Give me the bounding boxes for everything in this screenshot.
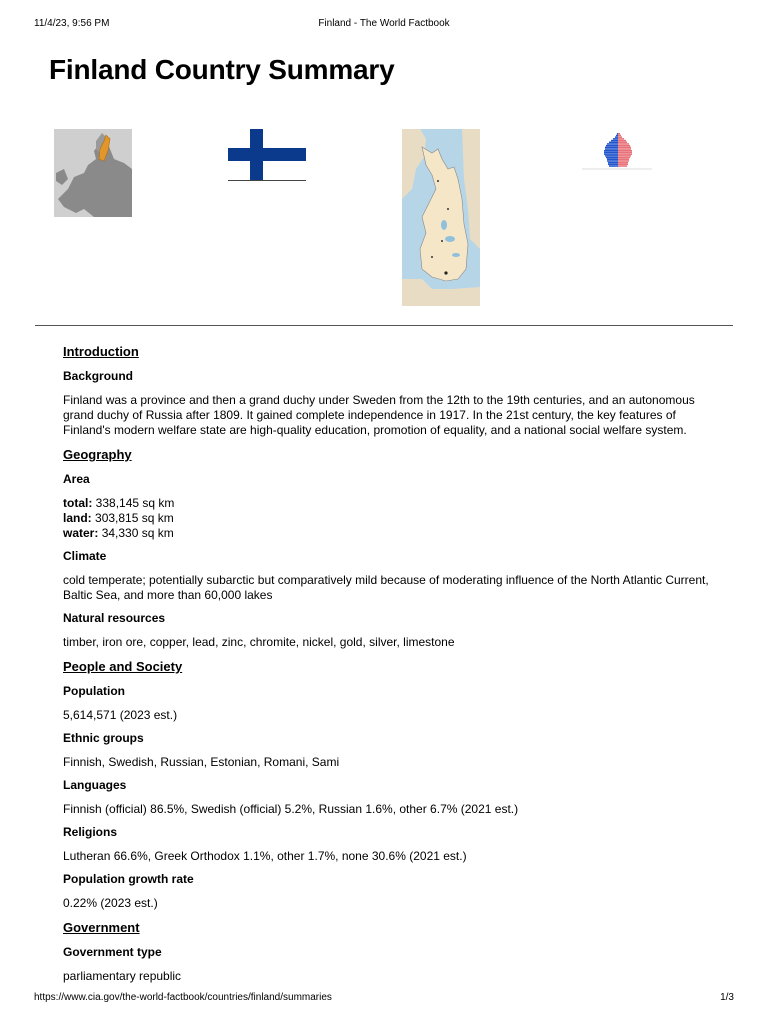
pyramid-bar-male	[605, 155, 618, 157]
pyramid-bar-male	[605, 148, 618, 150]
section-heading-people-and-society[interactable]: People and Society	[63, 659, 183, 674]
pyramid-bar-male	[607, 160, 618, 162]
pyramid-bar-female	[618, 148, 631, 150]
field-label-languages: Languages	[63, 778, 127, 792]
pyramid-bar-male	[611, 140, 618, 142]
pyramid-bar-male	[609, 165, 618, 167]
pyramid-bar-female	[618, 143, 629, 145]
pyramid-bar-female	[618, 147, 631, 149]
pyramid-bar-male	[607, 159, 618, 161]
flag-image[interactable]	[228, 129, 306, 181]
pyramid-bar-female	[618, 135, 621, 137]
country-map-graphic	[402, 129, 480, 306]
field-label-government-type: Government type	[63, 945, 162, 959]
country-map-image[interactable]	[402, 129, 480, 306]
pyramid-bar-female	[618, 159, 629, 161]
field-label-population: Population	[63, 684, 125, 698]
field-label-religions: Religions	[63, 825, 118, 839]
field-label-climate: Climate	[63, 549, 107, 563]
print-document-title: Finland - The World Factbook	[318, 18, 450, 29]
field-text-population: 5,614,571 (2023 est.)	[63, 708, 178, 722]
pyramid-bar-female	[618, 136, 622, 138]
pyramid-bar-male	[609, 142, 618, 144]
pyramid-bar-male	[606, 145, 618, 147]
pyramid-bar-male	[616, 135, 618, 137]
area-row-land: land: 303,815 sq km	[63, 511, 174, 525]
area-row-water: water: 34,330 sq km	[63, 526, 174, 540]
pyramid-bar-male	[604, 150, 618, 152]
field-text-government-type: parliamentary republic	[63, 969, 182, 983]
field-label-ethnic-groups: Ethnic groups	[63, 731, 144, 745]
pyramid-bar-female	[618, 152, 632, 154]
page-title	[49, 54, 394, 86]
area-row-total: total: 338,145 sq km	[63, 496, 175, 510]
field-label-background: Background	[63, 369, 134, 383]
locator-map-graphic	[54, 129, 132, 217]
finland-flag-graphic	[228, 129, 306, 181]
section-heading-government[interactable]: Government	[63, 920, 140, 935]
pyramid-bar-female	[618, 145, 630, 147]
field-text-languages: Finnish (official) 86.5%, Swedish (official) 5.2%, Russian 1.6%, other 6.7% (2021 est.)	[63, 802, 519, 816]
field-text-natural-resources: timber, iron ore, copper, lead, zinc, chromite, nickel, gold, silver, limestone	[63, 635, 455, 649]
pyramid-bar-male	[615, 136, 618, 138]
section-heading-introduction[interactable]: Introduction	[63, 344, 139, 359]
pyramid-bar-male	[604, 152, 618, 154]
field-text-background: Finland was a province and then a grand duchy under Sweden from the 12th to the 19th centuries, and an autonomous grand duchy of Russia after 1809. It gained complete independence in 1917. In the 21st century, the key features of Finland's modern welfare state are high-quality education, promotion of equality, and a national social welfare system.	[63, 393, 695, 437]
pyramid-bar-female	[618, 155, 631, 157]
header-divider	[35, 325, 733, 326]
pyramid-bar-female	[618, 142, 627, 144]
population-pyramid-graphic	[578, 129, 656, 175]
pyramid-bar-female	[618, 157, 630, 159]
field-text-religions: Lutheran 66.6%, Greek Orthodox 1.1%, other 1.7%, none 30.6% (2021 est.)	[63, 849, 467, 863]
pyramid-bar-male	[606, 157, 618, 159]
pyramid-bar-female	[618, 160, 629, 162]
field-text-climate: cold temperate; potentially subarctic but comparatively mild because of moderating influence of the North Atlantic Current, Baltic Sea, and more than 60,000 lakes	[63, 573, 709, 602]
summary-content	[63, 343, 718, 992]
area-list	[63, 496, 718, 541]
field-label-area: Area	[63, 472, 90, 486]
pyramid-bar-male	[608, 162, 618, 164]
pyramid-bar-male	[613, 138, 618, 140]
pyramid-bar-male	[607, 143, 618, 145]
pyramid-bar-male	[617, 133, 618, 135]
print-date: 11/4/23, 9:56 PM	[34, 18, 110, 29]
pyramid-bar-male	[605, 147, 618, 149]
print-header	[34, 18, 734, 32]
pyramid-bar-female	[618, 138, 624, 140]
section-heading-geography[interactable]: Geography	[63, 447, 132, 462]
page-title-rest: Country Summary	[154, 54, 395, 85]
field-label-population-growth-rate: Population growth rate	[63, 872, 194, 886]
pyramid-bar-female	[618, 165, 627, 167]
page-title-country: Finland	[49, 54, 148, 85]
pyramid-bar-male	[608, 164, 618, 166]
locator-map-image[interactable]	[54, 129, 132, 217]
pyramid-bar-female	[618, 153, 632, 155]
pyramid-bar-female	[618, 150, 632, 152]
pyramid-bar-female	[618, 162, 628, 164]
print-footer	[34, 992, 734, 1006]
field-text-population-growth-rate: 0.22% (2023 est.)	[63, 896, 158, 910]
print-page-number: 1/3	[720, 992, 734, 1003]
field-label-natural-resources: Natural resources	[63, 611, 166, 625]
print-url: https://www.cia.gov/the-world-factbook/countries/finland/summaries	[34, 992, 332, 1003]
pyramid-bar-male	[604, 153, 618, 155]
pyramid-bar-female	[618, 133, 620, 135]
pyramid-bar-female	[618, 140, 626, 142]
pyramid-bar-female	[618, 164, 628, 166]
population-pyramid-image[interactable]	[578, 129, 656, 175]
field-text-ethnic-groups: Finnish, Swedish, Russian, Estonian, Romani, Sami	[63, 755, 340, 769]
